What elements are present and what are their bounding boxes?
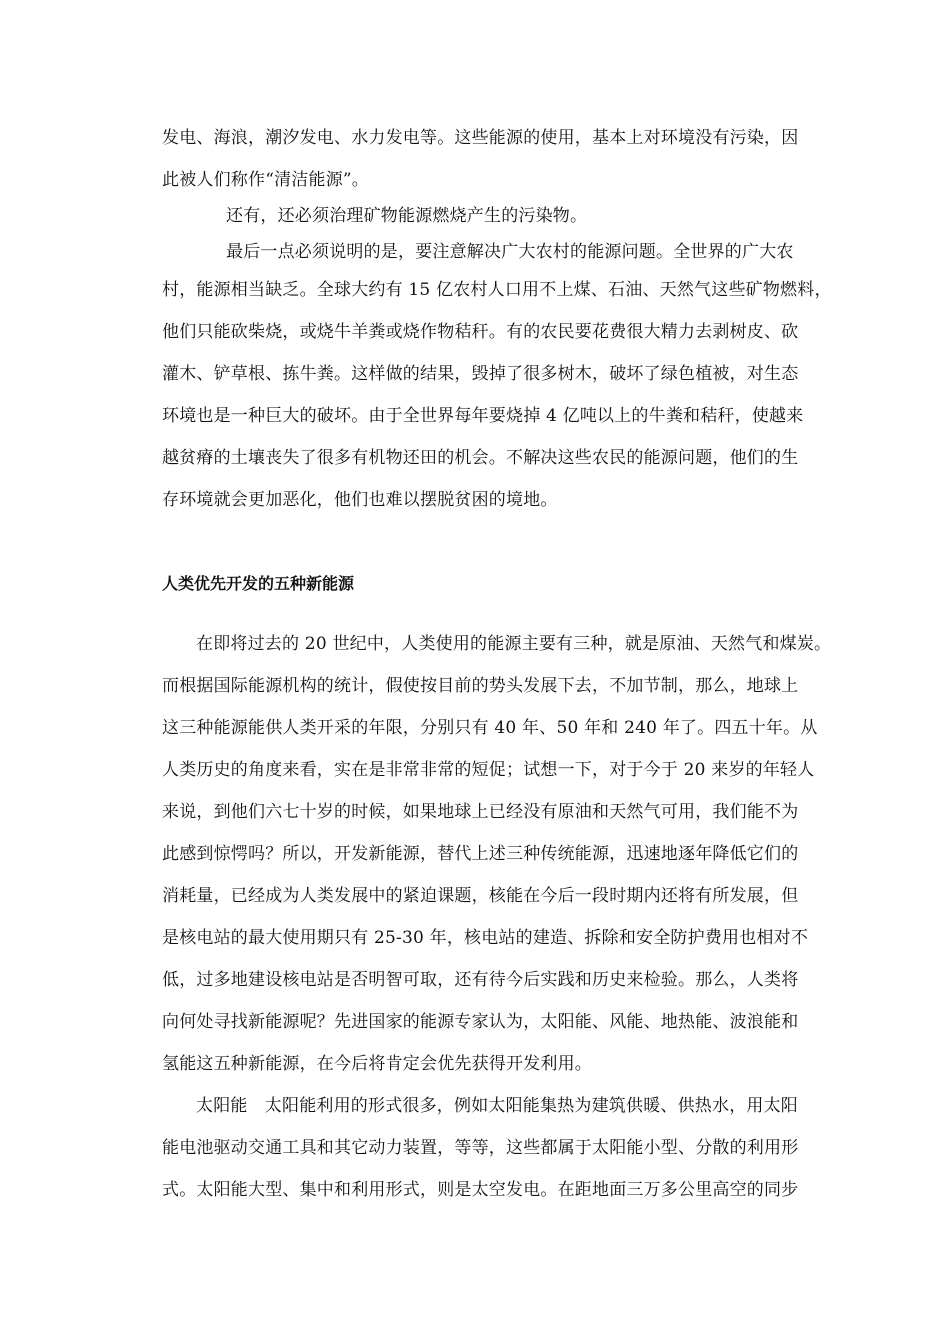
text-line: 而根据国际能源机构的统计，假使按目前的势头发展下去，不加节制，那么，地球上 [162,676,799,696]
text-line: 此被人们称作“清洁能源”。 [162,170,369,190]
text-line: 环境也是一种巨大的破坏。由于全世界每年要烧掉 4 亿吨以上的牛粪和秸秆，使越来 [162,406,804,426]
section-heading: 人类优先开发的五种新能源 [162,574,355,593]
text-line: 此感到惊愕吗？所以，开发新能源，替代上述三种传统能源，迅速地逐年降低它们的 [162,844,799,864]
text-line: 消耗量，已经成为人类发展中的紧迫课题，核能在今后一段时期内还将有所发展，但 [162,886,799,906]
text-line: 存环境就会更加恶化，他们也难以摆脱贫困的境地。 [162,490,558,510]
text-line: 能电池驱动交通工具和其它动力装置，等等，这些都属于太阳能小型、分散的利用形 [162,1138,799,1158]
text-line: 向何处寻找新能源呢？先进国家的能源专家认为，太阳能、风能、地热能、波浪能和 [162,1012,799,1032]
text-line: 来说，到他们六七十岁的时候，如果地球上已经没有原油和天然气可用，我们能不为 [162,802,799,822]
text-line: 式。太阳能大型、集中和利用形式，则是太空发电。在距地面三万多公里高空的同步 [162,1180,799,1200]
text-line: 是核电站的最大使用期只有 25-30 年，核电站的建造、拆除和安全防护费用也相对不 [162,928,809,948]
text-line: 氢能这五种新能源，在今后将肯定会优先获得开发利用。 [162,1054,592,1074]
text-line: 在即将过去的 20 世纪中，人类使用的能源主要有三种，就是原油、天然气和煤炭。 [196,634,832,654]
text-line: 最后一点必须说明的是，要注意解决广大农村的能源问题。全世界的广大农 [226,242,794,262]
text-line: 低，过多地建设核电站是否明智可取，还有待今后实践和历史来检验。那么，人类将 [162,970,799,990]
text-line: 这三种能源能供人类开采的年限，分别只有 40 年、50 年和 240 年了。四五十年。从 [162,718,818,738]
text-line: 还有，还必须治理矿物能源燃烧产生的污染物。 [226,206,588,226]
text-line: 人类历史的角度来看，实在是非常非常的短促；试想一下，对于今于 20 来岁的年轻人 [162,760,815,780]
text-line: 他们只能砍柴烧，或烧牛羊粪或烧作物秸秆。有的农民要花费很大精力去剥树皮、砍 [162,322,799,342]
text-line: 太阳能 太阳能利用的形式很多，例如太阳能集热为建筑供暖、供热水，用太阳 [196,1096,798,1116]
text-line: 灌木、铲草根、拣牛粪。这样做的结果，毁掉了很多树木，破坏了绿色植被，对生态 [162,364,799,384]
text-line: 发电、海浪，潮汐发电、水力发电等。这些能源的使用，基本上对环境没有污染，因 [162,128,799,148]
text-line: 村，能源相当缺乏。全球大约有 15 亿农村人口用不上煤、石油、天然气这些矿物燃料， [162,280,832,300]
text-line: 越贫瘠的土壤丧失了很多有机物还田的机会。不解决这些农民的能源问题，他们的生 [162,448,799,468]
